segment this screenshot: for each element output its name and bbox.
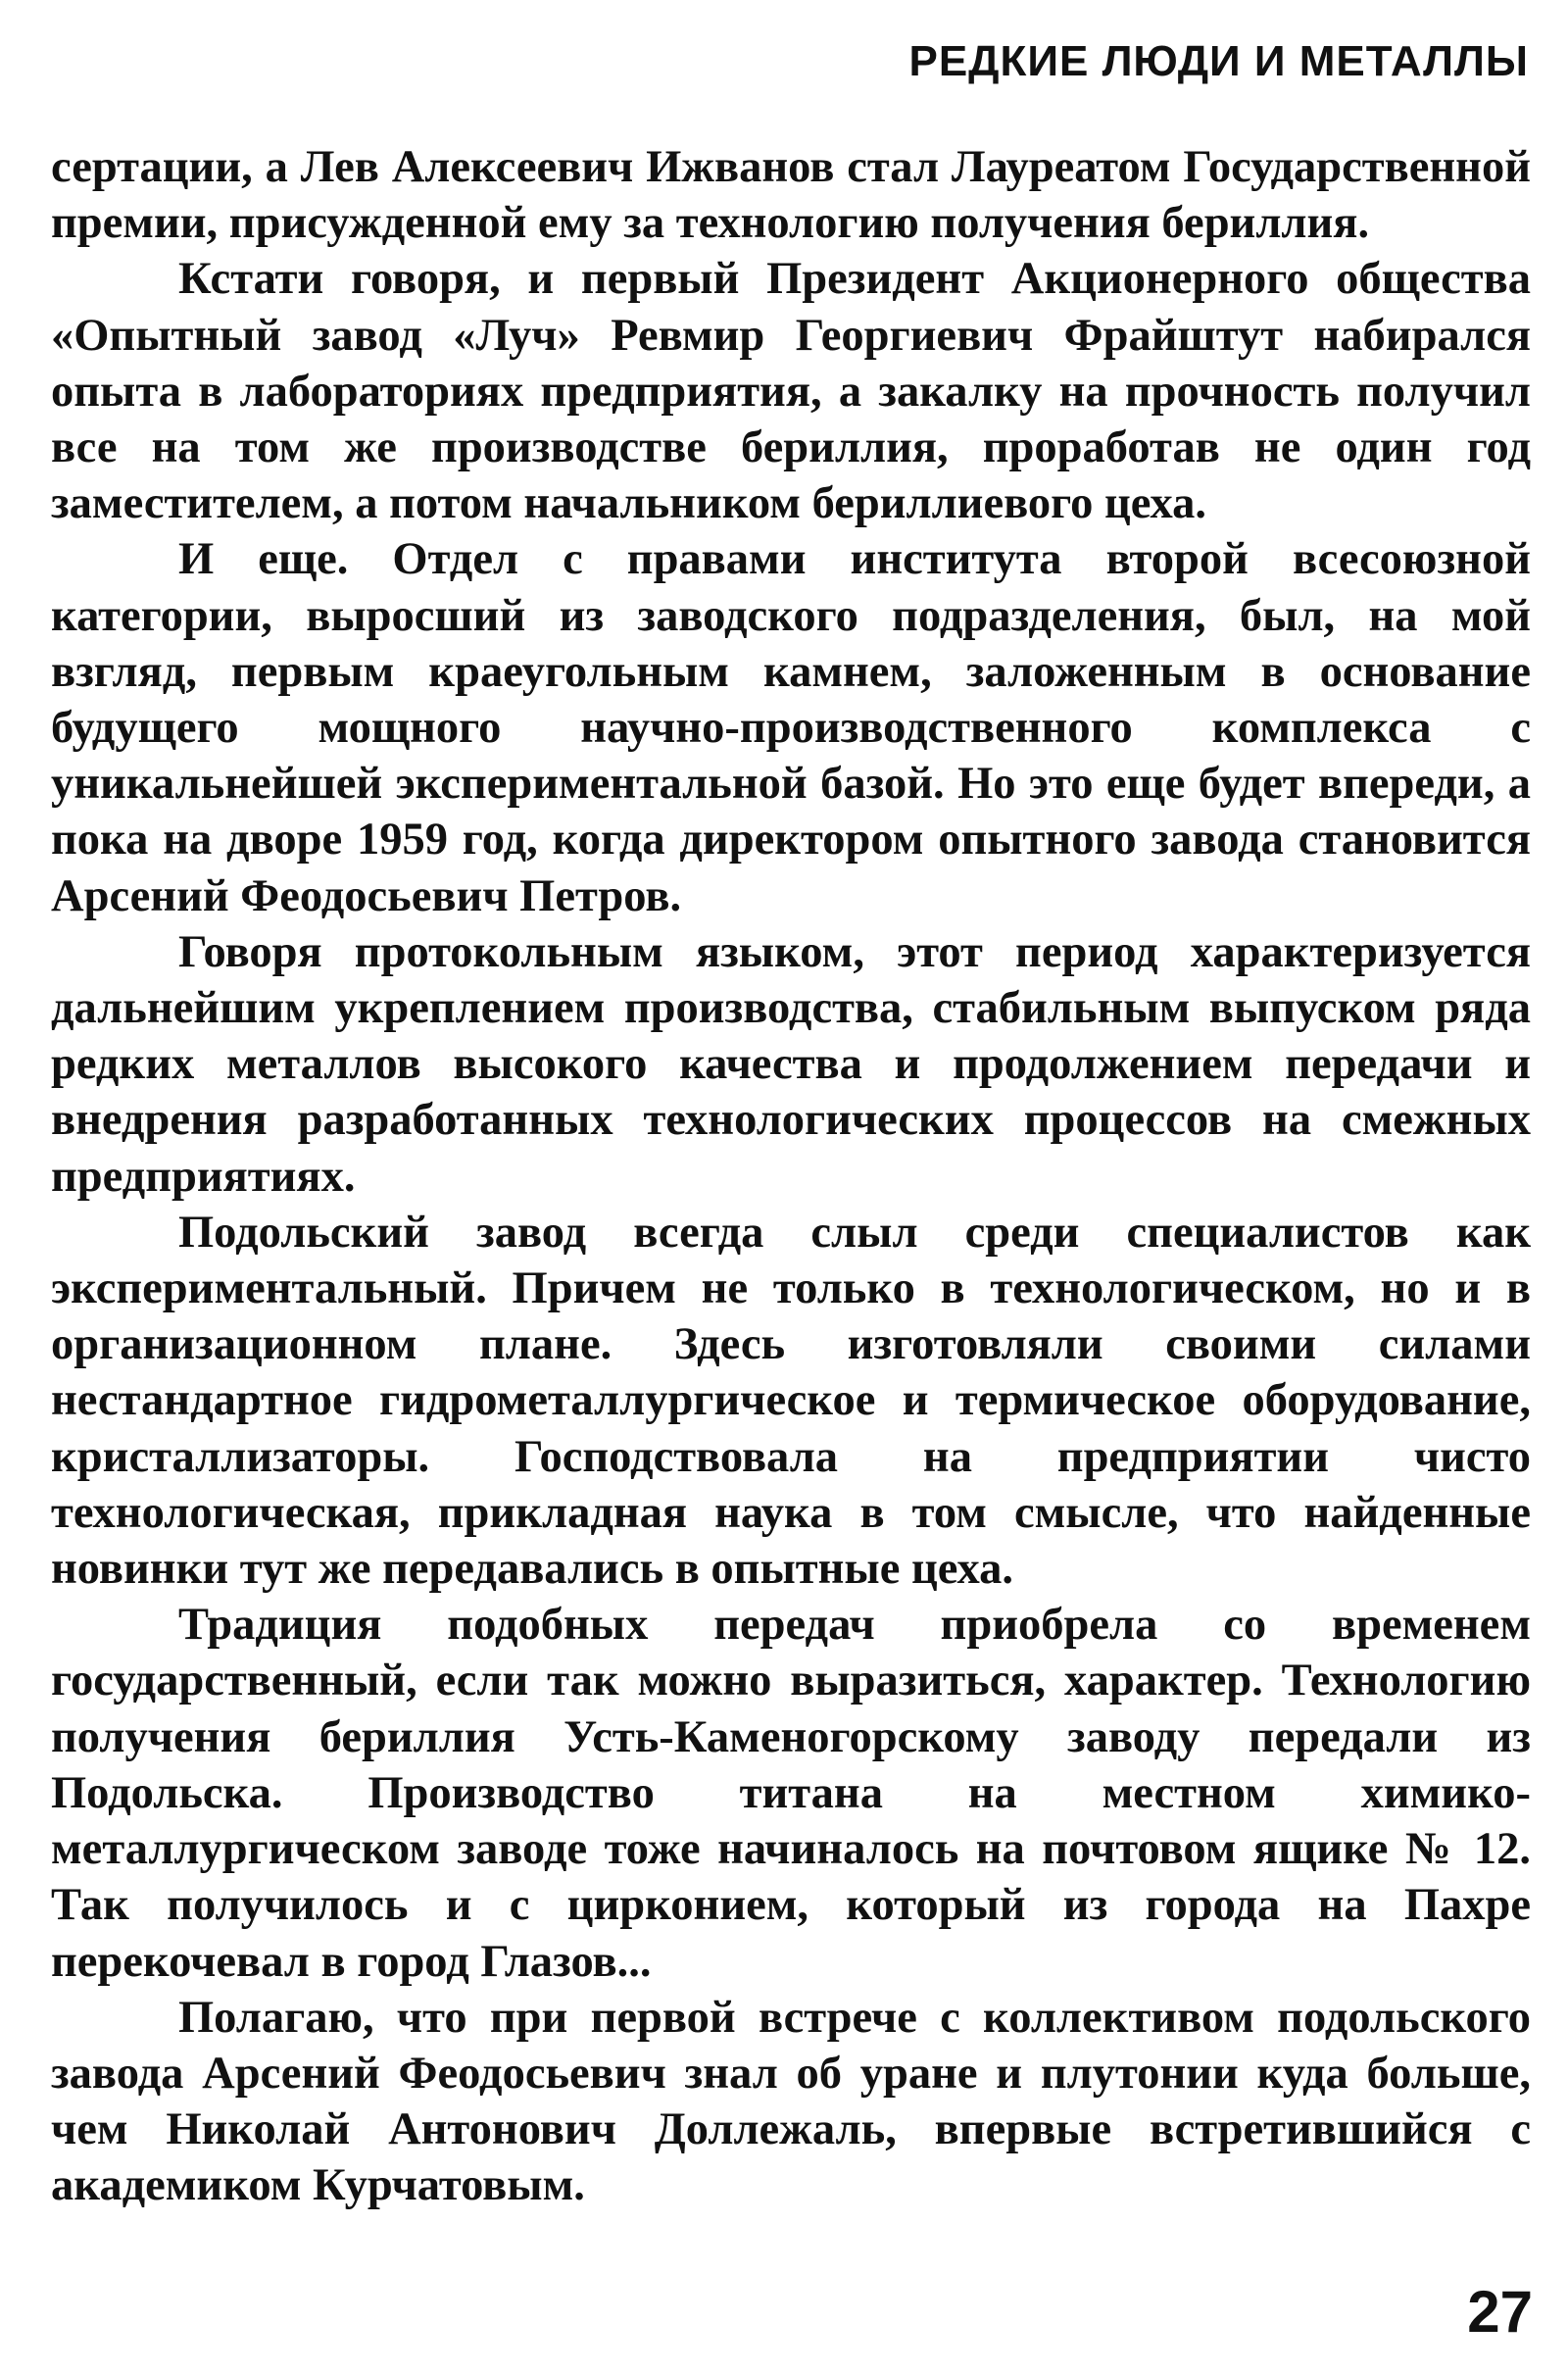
paragraph-7: Полагаю, что при первой встрече с коллективом подольского завода Арсений Феодосьевич знал об уране и плутонии куда больше, чем Николай Антонович Доллежаль, впервые встретившийся с академиком Курчатовым. [51, 1992, 1531, 2211]
paragraph-3: И еще. Отдел с правами института второй всесоюзной категории, выросший из заводского подразделения, был, на мой взгляд, первым краеугольным камнем, заложенным в основание будущего мощного научно-производственного комплекса с уникальнейшей экспериментальной базой. Но это еще будет впереди, а пока на дворе 1959 год, когда директором опытного завода становится Арсений Феодосьевич Петров. [51, 534, 1531, 921]
paragraph-2: Кстати говоря, и первый Президент Акционерного общества «Опытный завод «Луч» Ревмир Георгиевич Фрайштут набирался опыта в лабораториях предприятия, а закалку на прочность получил все на том же производстве бериллия, проработав не один год заместителем, а потом начальником бериллиевого цеха. [51, 254, 1531, 529]
running-header: РЕДКИЕ ЛЮДИ И МЕТАЛЛЫ [908, 37, 1529, 85]
paragraph-4: Говоря протокольным языком, этот период характеризуется дальнейшим укреплением производства, стабильным выпуском ряда редких металлов высокого качества и продолжением передачи и внедрения разработанных технологических процессов на смежных предприятиях. [51, 926, 1531, 1202]
paragraph-6: Традиция подобных передач приобрела со временем государственный, если так можно выразиться, характер. Технологию получения бериллия Усть-Каменогорскому заводу передали из Подольска. Производство титана на местном химико-металлургическом заводе тоже начиналось на почтовом ящике № 12. Так получилось и с цирконием, который из города на Пахре перекочевал в город Глазов... [51, 1600, 1531, 1987]
paragraph-1: сертации, а Лев Алексеевич Ижванов стал Лауреатом Государственной премии, присужденной ему за технологию получения бериллия. [51, 142, 1531, 249]
paragraph-5: Подольский завод всегда слыл среди специалистов как экспериментальный. Причем не только в технологическом, но и в организационном плане. Здесь изготовляли своими силами нестандартное гидрометаллургическое и термическое оборудование, кристаллизаторы. Господствовала на предприятии чисто технологическая, прикладная наука в том смысле, что найденные новинки тут же передавались в опытные цеха. [51, 1207, 1531, 1595]
body-text [51, 139, 1531, 2214]
page-number: 27 [1467, 2279, 1533, 2345]
